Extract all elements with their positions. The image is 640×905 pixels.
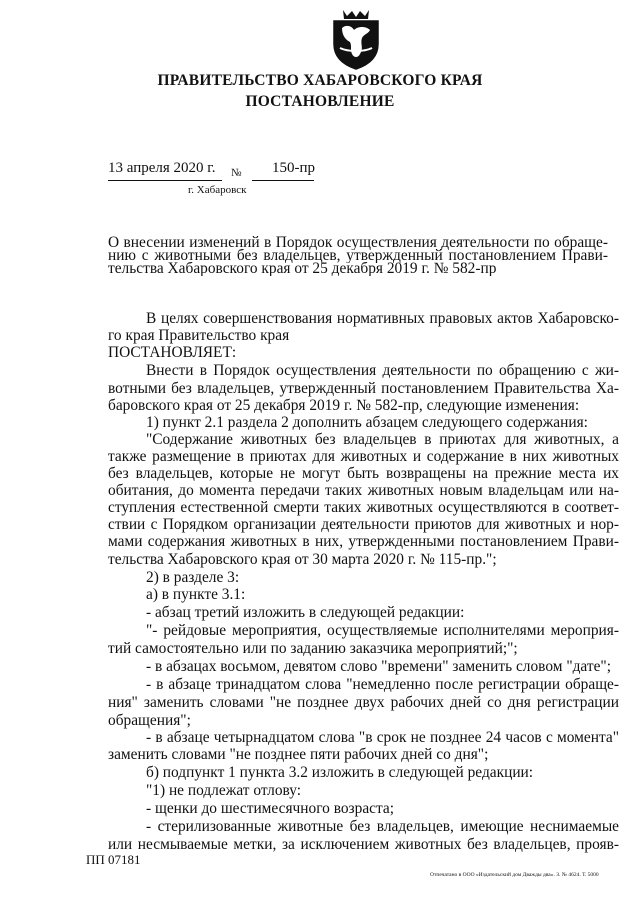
document-number: 150-пр <box>272 160 316 176</box>
body-line: мами содержания животных в них, утвержденными постановлением Прави- <box>108 533 619 550</box>
body-line: ния" заменить словами "не позднее двух рабочих дней со дня регистрации <box>108 694 619 711</box>
body-line: или несмываемые метки, за исключением животных без владельцев, прояв- <box>108 836 619 853</box>
body-line: заменить словами "не позднее пяти рабочих дней со дня"; <box>108 746 489 763</box>
title-line: тельства Хабаровского края от 25 декабря 2019 г. № 582-пр <box>108 262 497 276</box>
body-line: - стерилизованные животные без владельцев, имеющие неснимаемые <box>146 818 619 835</box>
body-line: б) подпункт 1 пункта 3.2 изложить в следующей редакции: <box>146 764 534 781</box>
body-line: - в абзаце тринадцатом слова "немедленно после регистрации обраще- <box>146 676 619 693</box>
body-line: а) в пункте 3.1: <box>146 586 246 603</box>
printer-imprint: Отпечатано в ООО «Издательский дом Дважды два». З. № 4624. Т. 5000 <box>430 872 599 878</box>
coat-of-arms-emblem <box>330 8 382 70</box>
body-line: - абзац третий изложить в следующей редакции: <box>146 604 465 621</box>
document-city: г. Хабаровск <box>188 184 247 196</box>
body-line: обращения"; <box>108 712 191 729</box>
body-line: обитания, до момента передачи таких животных новым владельцам или на- <box>108 482 619 499</box>
body-line: Внести в Порядок осуществления деятельности по обращению с жи- <box>146 362 619 379</box>
body-line: В целях совершенствования нормативных правовых актов Хабаровско- <box>146 310 619 327</box>
date-underline <box>108 180 222 181</box>
body-line: тий самостоятельно или по заданию заказчика мероприятий;"; <box>108 640 518 657</box>
document-date: 13 апреля 2020 г. <box>108 160 216 176</box>
body-line: баровского края от 25 декабря 2019 г. № 582-пр, следующие изменения: <box>108 397 580 414</box>
government-name: ПРАВИТЕЛЬСТВО ХАБАРОВСКОГО КРАЯ <box>157 72 483 89</box>
body-line: 1) пункт 2.1 раздела 2 дополнить абзацем следующего содержания: <box>146 414 588 431</box>
body-line: ПОСТАНОВЛЯЕТ: <box>108 344 237 361</box>
title-line: нию с животными без владельцев, утвержденный постановлением Прави- <box>108 249 608 263</box>
body-line: - в абзацах восьмом, девятом слово "времени" заменить словом "дате"; <box>146 658 611 675</box>
body-line: "Содержание животных без владельцев в приютах для животных, а <box>146 431 619 448</box>
body-line: вотными без владельцев, утвержденный постановлением Правительства Ха- <box>108 380 619 397</box>
body-line: "1) не подлежат отлову: <box>146 782 302 799</box>
body-line: го края Правительство края <box>108 327 290 344</box>
body-line: ступления естественной смерти таких животных осуществляются в соответ- <box>108 499 619 516</box>
body-line: - щенки до шестимесячного возраста; <box>146 800 395 817</box>
body-line: тельства Хабаровского края от 30 марта 2020 г. № 115-пр."; <box>108 551 497 568</box>
body-line: без владельцев, которые не могут быть возвращены на прежние места их <box>108 465 619 482</box>
body-line: ствии с Порядком организации деятельности приютов для животных и нор- <box>108 516 619 533</box>
number-underline <box>252 180 314 181</box>
document-code: ПП 07181 <box>86 852 141 867</box>
number-sign: № <box>231 167 242 179</box>
body-line: - в абзаце четырнадцатом слова "в срок не позднее 24 часов с момента" <box>146 729 619 746</box>
body-line: 2) в разделе 3: <box>146 569 240 586</box>
body-line: также размещение в приютах для животных и содержание в них животных <box>108 448 619 465</box>
body-line: "- рейдовые мероприятия, осуществляемые исполнителями мероприя- <box>146 622 619 639</box>
document-type: ПОСТАНОВЛЕНИЕ <box>245 93 395 110</box>
title-line: О внесении изменений в Порядок осуществления деятельности по обраще- <box>108 236 608 250</box>
